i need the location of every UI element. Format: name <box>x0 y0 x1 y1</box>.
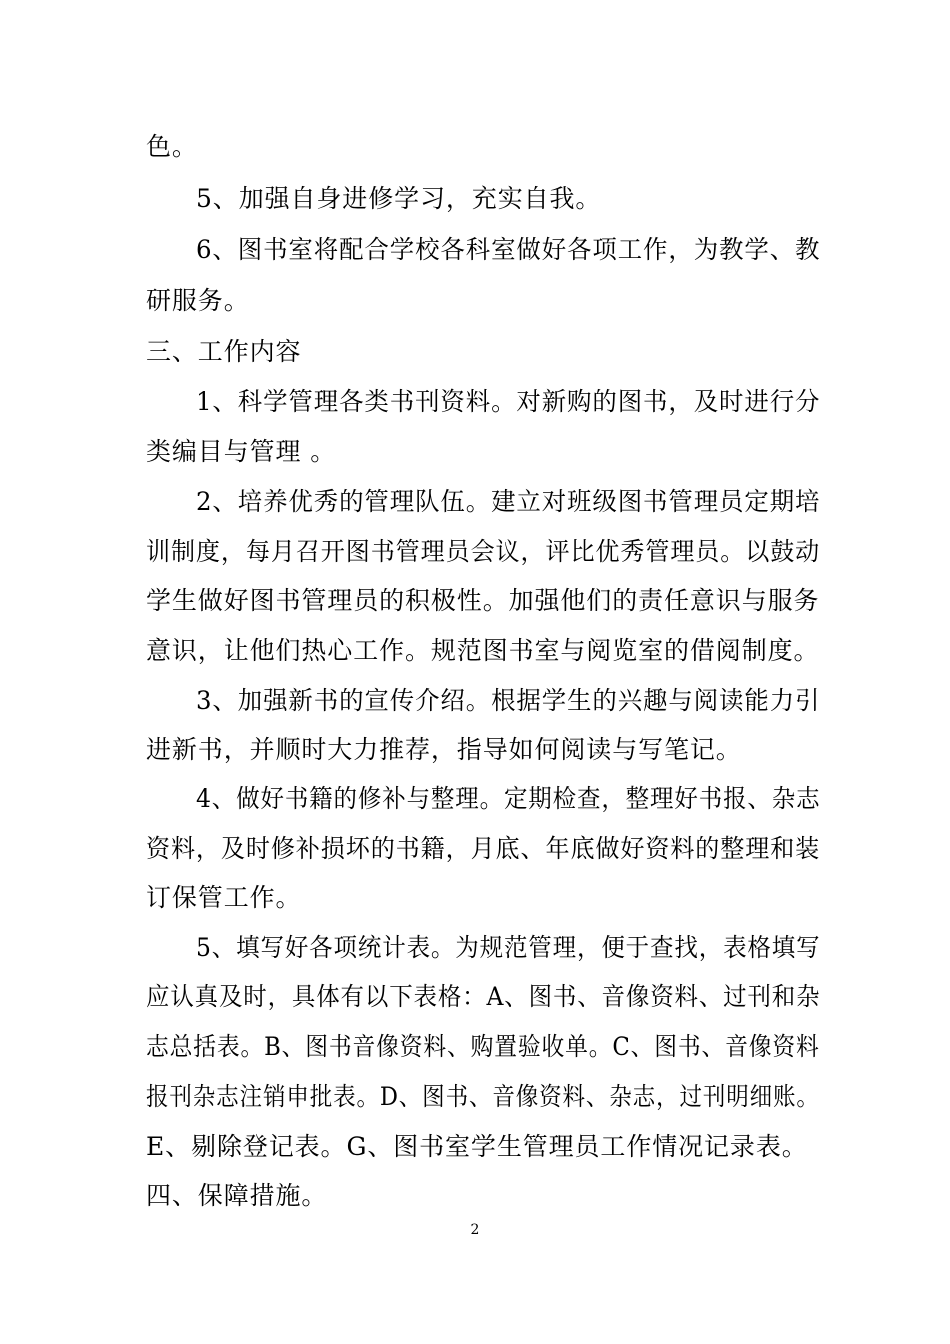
text-line: 志总括表。B、图书音像资料、购置验收单。C、图书、音像资料 <box>146 1032 820 1061</box>
text-line: 2、培养优秀的管理队伍。建立对班级图书管理员定期培 <box>196 487 821 516</box>
text-line: 应认真及时，具体有以下表格：A、图书、音像资料、过刊和杂 <box>146 982 821 1011</box>
text-line: 3、加强新书的宣传介绍。根据学生的兴趣与阅读能力引 <box>196 686 821 715</box>
text-line: 报刊杂志注销申批表。D、图书、音像资料、杂志，过刊明细账。 <box>146 1082 820 1111</box>
text-line: 类编目与管理 。 <box>146 437 337 466</box>
text-line: 进新书，并顺时大力推荐，指导如何阅读与写笔记。 <box>146 735 742 764</box>
page-number: 2 <box>470 1222 480 1238</box>
section-heading: 四、保障措施。 <box>146 1181 328 1210</box>
text-line: 色。 <box>146 132 198 161</box>
text-line: 训制度，每月召开图书管理员会议，评比优秀管理员。以鼓动 <box>146 537 821 566</box>
text-line: 资料，及时修补损坏的书籍，月底、年底做好资料的整理和装 <box>146 834 821 863</box>
section-heading: 三、工作内容 <box>146 337 302 366</box>
text-line: 订保管工作。 <box>146 883 302 912</box>
text-line: 研服务。 <box>146 286 250 315</box>
text-line: 5、加强自身进修学习，充实自我。 <box>196 184 602 213</box>
text-line: E、剔除登记表。G、图书室学生管理员工作情况记录表。 <box>146 1132 808 1161</box>
text-line: 学生做好图书管理员的积极性。加强他们的责任意识与服务 <box>146 586 820 615</box>
text-line: 6、图书室将配合学校各科室做好各项工作，为教学、教 <box>196 235 821 264</box>
text-line: 意识，让他们热心工作。规范图书室与阅览室的借阅制度。 <box>146 636 820 665</box>
text-line: 1、科学管理各类书刊资料。对新购的图书，及时进行分 <box>196 387 821 416</box>
text-line: 4、做好书籍的修补与整理。定期检查，整理好书报、杂志 <box>196 784 821 813</box>
text-line: 5、填写好各项统计表。为规范管理，便于查找，表格填写 <box>196 933 821 962</box>
